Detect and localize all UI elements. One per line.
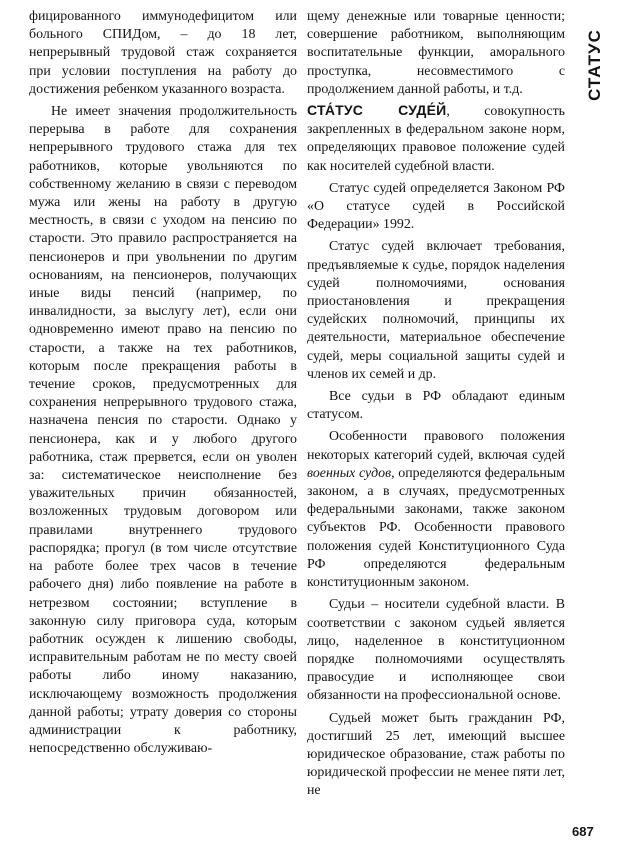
paragraph: Судьей может быть гражданин РФ, достигший 25 лет, имеющий высшее юридическое образование, стаж работы по юридической профессии не менее пяти лет, не <box>307 710 565 799</box>
entry-status-sudei <box>307 101 565 176</box>
left-column <box>29 8 297 758</box>
right-column <box>307 8 565 801</box>
paragraph: Статус судей включает требования, предъявляемые к судье, порядок наделения судей полномочиями, основания приостановления и прекращения судейских полномочий, принципы их деятельности, материальное обеспечение судей, меры социальной защиты судей и членов их семей и др. <box>307 239 565 382</box>
running-head-text: СТАТУС <box>585 29 604 101</box>
entry-definition: , совокупность закрепленных в федеральном законе норм, определяющих правовое положение судей как носителей судебной власти. <box>307 104 565 174</box>
paragraph: щему денежные или товарные ценности; совершение работником, выполняющим воспитательные функции, аморального проступка, несовместимого с продолжением данной работы, и т.д. <box>307 9 565 97</box>
paragraph: Все судьи в РФ обладают единым статусом. <box>307 389 565 423</box>
entry-headword: СТА́ТУС СУДЕ́Й <box>307 102 447 119</box>
paragraph: Не имеет значения продолжительность перерыва в работе для сохранения непрерывного трудового стажа для тех работников, которые увольняются по собственному желанию в связи с переводом мужа или жены на работу в другую местность, в связи с уходом на пенсию по старости. Это правило распространяется на пенсионеров и при увольнении по другим основаниям, на пенсионеров, получающих иные виды пенсий (например, по инвалидности, за выслугу лет), если они одновременно имеют право на пенсию по старости, а также на тех работников, которым после прекращения работы в течение сроков, предусмотренных для сохранения непрерывного трудового стажа, назначена пенсия по старости. Однако у пенсионера, как и у любого другого работника, стаж прервется, если он уволен за: систематическое неисполнение без уважительных причин обязанностей, возложенных трудовым договором или правилами внутреннего трудового распорядка; прогул (в том числе отсутствие на работе более трех часов в течение рабочего дня) либо появление на работе в нетрезвом состоянии; вступление в законную силу приговора суда, которым работник осужден к лишению свободы, исправительным работам не по месту своей работы либо иному наказанию, исключающему возможность продолжения данной работы; утрату доверия со стороны администрации к работнику, непосредственно обслуживаю- <box>29 104 297 757</box>
cross-reference-link[interactable]: военных судов <box>307 465 392 481</box>
page-number: 687 <box>572 824 594 839</box>
paragraph: фицированного иммунодефицитом или больного СПИДом, – до 18 лет, непрерывный трудовой стаж сохраняется при условии поступления на работу до достижения ребенком указанного возраста. <box>29 9 297 97</box>
running-head <box>575 20 615 110</box>
paragraph: Особенности правового положения некоторых категорий судей, включая судей военных судов, определяются федеральным законом, а в случаях, предусмотренных федеральными законами, также законом субъектов РФ. Особенности правового положения судей Конституционного Суда РФ определяются федеральным конституционным законом. <box>307 429 565 591</box>
paragraph: Статус судей определяется Законом РФ «О статусе судей в Российской Федерации» 1992. <box>307 180 565 233</box>
paragraph: Судьи – носители судебной власти. В соответствии с законом судьей является лицо, наделенное в конституционном порядке полномочиями осуществлять правосудие и исполняющее свои обязанности на профессиональной основе. <box>307 597 565 704</box>
